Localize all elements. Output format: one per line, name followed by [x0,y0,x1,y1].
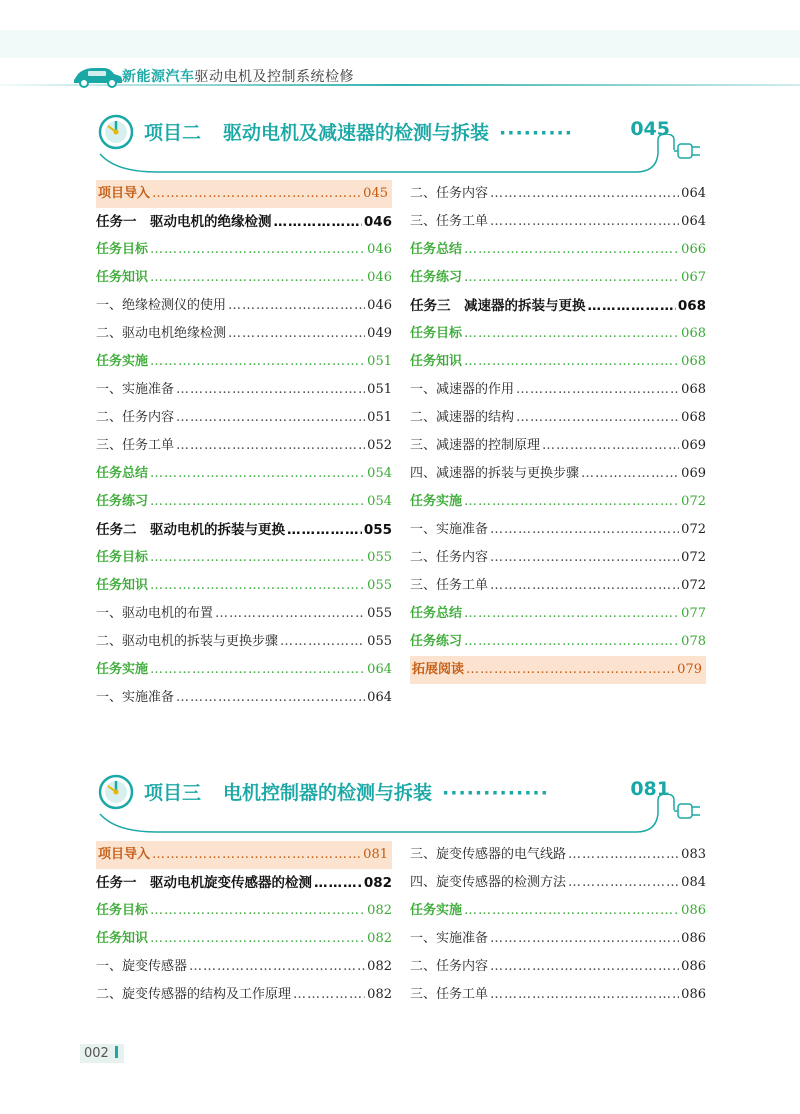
project-page: 081 [630,778,670,800]
toc-entry-page: 084 [681,875,706,890]
toc-leader-dots [464,897,679,925]
toc-leader-dots [189,953,365,981]
toc-entry-page: 077 [681,606,706,621]
toc-entry[interactable] [96,628,392,656]
toc-entry-page: 054 [367,494,392,509]
toc-entry[interactable] [96,544,392,572]
toc-entry-title: 项目导入 [98,847,151,862]
plug-icon [96,134,716,178]
toc-leader-dots [490,516,679,544]
toc-entry-page: 054 [367,466,392,481]
toc-entry[interactable] [96,869,392,897]
toc-leader-dots [314,869,362,897]
plug-icon [96,794,716,838]
toc-entry-page: 086 [681,987,706,1002]
toc-entry-page: 082 [367,959,392,974]
toc-leader-dots [215,600,365,628]
toc-entry-title: 二、任务内容 [410,550,489,565]
toc-leader-dots [150,656,365,684]
toc-entry-page: 069 [681,438,706,453]
toc-leader-dots [152,841,361,869]
toc-leader-dots [150,488,365,516]
toc-entry-title: 一、驱动电机的布置 [96,606,214,621]
toc-entry[interactable] [410,376,706,404]
toc-leader-dots [464,320,679,348]
toc-entry[interactable] [410,516,706,544]
toc-entry-title: 四、减速器的拆装与更换步骤 [410,466,580,481]
toc-entry-title: 二、驱动电机绝缘检测 [96,326,227,341]
toc-leader-dots [490,208,679,236]
toc-entry-title: 一、绝缘检测仪的使用 [96,298,227,313]
toc-entry-page: 051 [367,354,392,369]
toc-entry-page: 072 [681,578,706,593]
toc-entry-title: 二、减速器的结构 [410,410,515,425]
toc-leader-dots [581,460,679,488]
toc-entry-title: 一、实施准备 [410,931,489,946]
toc-entry-page: 046 [363,214,392,230]
toc-entry-page: 051 [367,410,392,425]
toc-entry-title: 三、任务工单 [410,987,489,1002]
toc-entry-title: 任务实施 [410,903,463,918]
toc-leader-dots [464,348,679,376]
toc-entry[interactable] [96,841,392,869]
toc-entry-page: 081 [363,847,388,862]
toc-entry-title: 任务总结 [410,606,463,621]
toc-entry[interactable] [410,544,706,572]
toc-entry-page: 064 [681,186,706,201]
toc-leader-dots [228,292,365,320]
toc-entry[interactable] [96,981,392,1009]
toc-leader-dots [568,869,679,897]
toc-entry[interactable] [96,320,392,348]
toc-entry-title: 任务二 驱动电机的拆装与更换 [96,522,285,538]
toc-entry[interactable] [96,292,392,320]
toc-entry-page: 068 [681,410,706,425]
toc-leader-dots [287,516,362,544]
toc-entry-title: 任务知识 [96,931,149,946]
toc-entry-title: 任务实施 [96,354,149,369]
toc-entry-title: 一、实施准备 [96,690,175,705]
toc-entry-title: 四、旋变传感器的检测方法 [410,875,567,890]
toc-entry-page: 052 [367,438,392,453]
toc-entry[interactable] [96,572,392,600]
toc-entry[interactable] [96,600,392,628]
toc-entry[interactable] [410,628,706,656]
toc-entry-page: 086 [681,959,706,974]
toc-entry-page: 072 [681,494,706,509]
toc-entry-title: 任务总结 [96,466,149,481]
toc-entry[interactable] [410,981,706,1009]
toc-entry[interactable] [410,841,706,869]
toc-entry-page: 079 [677,662,702,677]
toc-leader-dots [150,236,365,264]
toc-entry-title: 任务知识 [410,354,463,369]
toc-entry[interactable] [410,897,706,925]
toc-entry-page: 072 [681,550,706,565]
toc-column-left [96,841,392,1009]
toc-entry[interactable] [96,404,392,432]
toc-entry-title: 任务练习 [410,634,463,649]
toc-entry[interactable] [96,432,392,460]
toc-leader-dots [150,264,365,292]
toc-entry-page: 068 [681,354,706,369]
toc-entry[interactable] [410,264,706,292]
toc-entry-page: 086 [681,903,706,918]
toc-entry-title: 一、实施准备 [96,382,175,397]
toc-leader-dots [464,236,679,264]
toc-entry[interactable] [410,488,706,516]
toc-entry-page: 082 [367,987,392,1002]
toc-entry-title: 任务实施 [96,662,149,677]
toc-leader-dots [150,544,365,572]
toc-leader-dots [490,544,679,572]
toc-entry-page: 072 [681,522,706,537]
toc-leader-dots [490,572,679,600]
toc-entry-page: 055 [367,606,392,621]
toc-leader-dots [490,180,679,208]
toc-leader-dots [516,404,679,432]
toc-leader-dots [464,600,679,628]
toc-entry[interactable] [410,348,706,376]
toc-entry-page: 083 [681,847,706,862]
toc-leader-dots [150,572,365,600]
header-bar [0,0,800,88]
toc-entry-title: 三、任务工单 [96,438,175,453]
toc-entry-page: 068 [681,382,706,397]
toc-column-right [410,180,706,684]
toc-leader-dots [464,488,679,516]
toc-entry-page: 046 [367,242,392,257]
toc-entry-title: 任务目标 [96,550,149,565]
toc-entry-title: 项目导入 [98,186,151,201]
toc-entry[interactable] [96,376,392,404]
toc-entry[interactable] [410,180,706,208]
toc-entry-title: 三、旋变传感器的电气线路 [410,847,567,862]
toc-entry-title: 任务知识 [96,578,149,593]
toc-leader-dots [176,684,365,712]
toc-entry[interactable] [410,656,706,684]
project-page: 045 [630,118,670,140]
toc-entry-page: 082 [363,875,392,891]
toc-entry-title: 任务目标 [96,903,149,918]
toc-leader-dots [568,841,679,869]
toc-leader-dots [490,981,679,1009]
running-header [122,66,354,86]
toc-entry-page: 046 [367,270,392,285]
toc-entry-title: 任务一 驱动电机旋变传感器的检测 [96,875,312,891]
toc-entry-page: 068 [677,298,706,314]
header-brand: 新能源汽车 [122,69,195,85]
toc-entry-title: 任务练习 [410,270,463,285]
toc-leader-dots [150,348,365,376]
toc-entry-page: 046 [367,298,392,313]
toc-column-left [96,180,392,712]
toc-entry[interactable] [96,180,392,208]
toc-entry-page: 082 [367,903,392,918]
toc-entry-title: 一、旋变传感器 [96,959,188,974]
toc-entry[interactable] [410,572,706,600]
toc-entry[interactable] [96,348,392,376]
toc-leader-dots [274,208,362,236]
toc-entry[interactable] [410,320,706,348]
toc-entry[interactable] [410,208,706,236]
toc-entry-title: 任务目标 [410,326,463,341]
toc-entry[interactable] [96,488,392,516]
toc-leader-dots [150,897,365,925]
project-number: 项目三 [144,782,202,804]
toc-entry-title: 任务练习 [96,494,149,509]
toc-entry-page: 067 [681,270,706,285]
toc-entry[interactable] [410,292,706,320]
toc-entry-page: 069 [681,466,706,481]
toc-entry-title: 任务一 驱动电机的绝缘检测 [96,214,272,230]
toc-entry[interactable] [96,925,392,953]
toc-entry[interactable] [410,953,706,981]
toc-leader-dots [228,320,365,348]
toc-leader-dots [490,953,679,981]
toc-entry-page: 064 [681,214,706,229]
toc-entry[interactable] [410,460,706,488]
toc-entry-title: 任务实施 [410,494,463,509]
toc-entry-page: 082 [367,931,392,946]
toc-entry[interactable] [96,264,392,292]
toc-entry[interactable] [96,897,392,925]
toc-leader-dots [293,981,365,1009]
toc-entry-title: 一、实施准备 [410,522,489,537]
toc-entry-title: 二、任务内容 [96,410,175,425]
toc-entry-title: 任务目标 [96,242,149,257]
toc-entry[interactable] [410,925,706,953]
toc-entry-page: 055 [367,634,392,649]
toc-leader-dots [150,925,365,953]
toc-entry-title: 二、驱动电机的拆装与更换步骤 [96,634,279,649]
toc-leader-dots [176,432,365,460]
toc-entry-page: 064 [367,662,392,677]
toc-entry[interactable] [96,656,392,684]
toc-entry[interactable] [96,236,392,264]
toc-leader-dots [516,376,679,404]
toc-leader-dots [176,376,365,404]
toc-entry[interactable] [410,236,706,264]
toc-entry[interactable] [96,516,392,544]
toc-entry-title: 二、任务内容 [410,959,489,974]
toc-entry-title: 二、旋变传感器的结构及工作原理 [96,987,292,1002]
toc-entry[interactable] [96,953,392,981]
toc-entry-title: 三、任务工单 [410,578,489,593]
toc-leader-dots [464,264,679,292]
toc-column-right [410,841,706,1009]
toc-entry[interactable] [410,404,706,432]
project-number: 项目二 [144,122,202,144]
project-name: 驱动电机及减速器的检测与拆装 [223,122,490,144]
toc-entry[interactable] [96,460,392,488]
toc-entry-page: 068 [681,326,706,341]
toc-leader-dots [280,628,365,656]
section-heading: 项目二 驱动电机及减速器的检测与拆装 ········· [144,122,573,144]
toc-entry-page: 055 [363,522,392,538]
toc-leader-dots [466,656,675,684]
toc-leader-dots [464,628,679,656]
toc-entry[interactable] [410,432,706,460]
toc-entry[interactable] [96,208,392,236]
toc-entry-title: 拓展阅读 [412,662,465,677]
header-subtitle: 驱动电机及控制系统检修 [194,69,354,85]
toc-entry-page: 064 [367,690,392,705]
toc-entry-page: 049 [367,326,392,341]
toc-leader-dots [588,292,676,320]
project-name: 电机控制器的检测与拆装 [223,782,433,804]
toc-leader-dots [176,404,365,432]
toc-leader-dots [152,180,361,208]
toc-leader-dots [490,925,679,953]
toc-entry-title: 任务知识 [96,270,149,285]
toc-entry-page: 086 [681,931,706,946]
toc-entry-title: 三、减速器的控制原理 [410,438,541,453]
toc-entry-page: 055 [367,550,392,565]
toc-entry-title: 任务三 减速器的拆装与更换 [410,298,586,314]
toc-entry-title: 二、任务内容 [410,186,489,201]
toc-entry[interactable] [410,600,706,628]
toc-entry[interactable] [410,869,706,897]
toc-entry-page: 055 [367,578,392,593]
toc-entry-page: 045 [363,186,388,201]
toc-leader-dots [542,432,679,460]
toc-leader-dots [150,460,365,488]
toc-entry-page: 078 [681,634,706,649]
toc-entry-page: 066 [681,242,706,257]
page-number: 002 [80,1044,124,1063]
toc-entry-title: 一、减速器的作用 [410,382,515,397]
toc-entry-title: 三、任务工单 [410,214,489,229]
section-heading: 项目三 电机控制器的检测与拆装 ············· [144,782,549,804]
toc-entry-title: 任务总结 [410,242,463,257]
toc-entry-page: 051 [367,382,392,397]
toc-entry[interactable] [96,684,392,712]
